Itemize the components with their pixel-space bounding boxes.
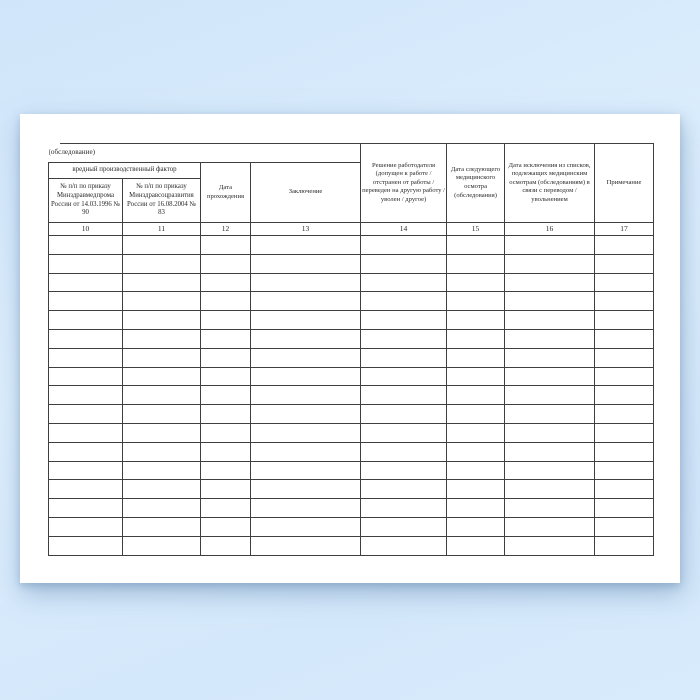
- table-cell: [123, 329, 201, 348]
- table-cell: [123, 236, 201, 255]
- table-row: [49, 367, 654, 386]
- table-cell: [201, 329, 251, 348]
- table-cell: [505, 273, 595, 292]
- table-cell: [447, 405, 505, 424]
- table-cell: [123, 442, 201, 461]
- table-cell: [447, 517, 505, 536]
- table-cell: [201, 311, 251, 330]
- table-cell: [49, 386, 123, 405]
- table-cell: [595, 348, 654, 367]
- table-cell: [361, 461, 447, 480]
- header-col-10: № п/п по приказу Минздравмедпрома России от 14.03.1996 № 90: [49, 179, 123, 223]
- journal-sheet: [20, 114, 680, 583]
- table-cell: [505, 536, 595, 555]
- table-cell: [49, 461, 123, 480]
- empty-rows: [49, 236, 654, 556]
- table-cell: [251, 367, 361, 386]
- table-cell: [447, 367, 505, 386]
- table-cell: [595, 236, 654, 255]
- header-col-12: Дата прохождения: [201, 163, 251, 223]
- medical-exam-journal-table: [48, 143, 654, 556]
- table-cell: [201, 273, 251, 292]
- table-cell: [123, 311, 201, 330]
- table-cell: [447, 386, 505, 405]
- table-cell: [361, 536, 447, 555]
- column-number-10: 10: [49, 223, 123, 236]
- table-cell: [49, 423, 123, 442]
- table-cell: [447, 236, 505, 255]
- table-cell: [361, 348, 447, 367]
- header-col-15: Дата следующего медицинского осмотра (обследования): [447, 144, 505, 223]
- column-number-11: 11: [123, 223, 201, 236]
- table-row: [49, 517, 654, 536]
- table-cell: [251, 461, 361, 480]
- table-cell: [361, 292, 447, 311]
- table-cell: [505, 254, 595, 273]
- table-cell: [595, 386, 654, 405]
- table-cell: [361, 367, 447, 386]
- table-cell: [361, 273, 447, 292]
- column-number-row: [49, 223, 654, 236]
- table-cell: [123, 517, 201, 536]
- table-cell: [595, 517, 654, 536]
- table-cell: [251, 329, 361, 348]
- table-row: [49, 292, 654, 311]
- table-cell: [447, 461, 505, 480]
- table-cell: [361, 423, 447, 442]
- table-cell: [123, 499, 201, 518]
- table-cell: [595, 536, 654, 555]
- table-cell: [505, 236, 595, 255]
- table-cell: [49, 311, 123, 330]
- table-cell: [201, 517, 251, 536]
- table-cell: [201, 386, 251, 405]
- header-col-16: Дата исключения из списков, подлежащих медицинским осмотрам (обследованиям) в связи с переводом / увольнением: [505, 144, 595, 223]
- table-cell: [49, 536, 123, 555]
- continuation-label: (обследование): [48, 148, 96, 157]
- table-cell: [251, 254, 361, 273]
- table-cell: [123, 480, 201, 499]
- table-row: [49, 273, 654, 292]
- table-cell: [201, 254, 251, 273]
- table-cell: [251, 423, 361, 442]
- table-cell: [251, 311, 361, 330]
- table-cell: [123, 386, 201, 405]
- table-cell: [251, 236, 361, 255]
- table-cell: [595, 461, 654, 480]
- table-cell: [595, 273, 654, 292]
- table-cell: [447, 536, 505, 555]
- table-row: [49, 480, 654, 499]
- table-cell: [201, 236, 251, 255]
- table-cell: [361, 311, 447, 330]
- continuation-row: [49, 144, 654, 163]
- table-cell: [49, 273, 123, 292]
- table-cell: [123, 292, 201, 311]
- table-cell: [123, 461, 201, 480]
- table-cell: [505, 442, 595, 461]
- table-cell: [447, 273, 505, 292]
- table-cell: [505, 480, 595, 499]
- table-cell: [201, 423, 251, 442]
- table-cell: [505, 367, 595, 386]
- table-row: [49, 536, 654, 555]
- table-cell: [251, 499, 361, 518]
- table-cell: [251, 442, 361, 461]
- table-cell: [595, 292, 654, 311]
- table-cell: [49, 329, 123, 348]
- table-cell: [201, 480, 251, 499]
- table-row: [49, 499, 654, 518]
- table-cell: [447, 423, 505, 442]
- column-number-17: 17: [595, 223, 654, 236]
- table-cell: [201, 348, 251, 367]
- table-cell: [447, 480, 505, 499]
- table-cell: [251, 273, 361, 292]
- table-cell: [595, 442, 654, 461]
- table-cell: [361, 442, 447, 461]
- table-cell: [505, 423, 595, 442]
- header-col-14: Решение работодателя (допущен к работе / отстранен от работы / переведен на другую работу / уволен / другое): [361, 144, 447, 223]
- table-cell: [251, 386, 361, 405]
- table-cell: [505, 348, 595, 367]
- table-cell: [505, 311, 595, 330]
- table-cell: [595, 423, 654, 442]
- table-cell: [361, 386, 447, 405]
- table-cell: [595, 367, 654, 386]
- table-row: [49, 311, 654, 330]
- header-col-11: № п/п по приказу Минздравсоцразвития России от 16.08.2004 № 83: [123, 179, 201, 223]
- table-cell: [361, 517, 447, 536]
- table-cell: [447, 311, 505, 330]
- table-cell: [123, 423, 201, 442]
- table-cell: [251, 480, 361, 499]
- table-cell: [123, 367, 201, 386]
- table-cell: [505, 292, 595, 311]
- table-cell: [251, 348, 361, 367]
- table-cell: [595, 254, 654, 273]
- table-cell: [251, 517, 361, 536]
- table-cell: [123, 273, 201, 292]
- table-cell: [123, 254, 201, 273]
- table-cell: [49, 367, 123, 386]
- table-row: [49, 329, 654, 348]
- table-cell: [201, 499, 251, 518]
- table-cell: [361, 405, 447, 424]
- table-cell: [251, 536, 361, 555]
- table-cell: [123, 536, 201, 555]
- table-row: [49, 405, 654, 424]
- table-cell: [595, 480, 654, 499]
- table-cell: [447, 254, 505, 273]
- table-cell: [447, 329, 505, 348]
- table-cell: [201, 536, 251, 555]
- table-cell: [201, 292, 251, 311]
- table-cell: [201, 461, 251, 480]
- table-cell: [505, 461, 595, 480]
- group-header-harmful-factor: вредный производственный фактор: [49, 163, 201, 179]
- table-cell: [123, 348, 201, 367]
- table-row: [49, 254, 654, 273]
- table-cell: [361, 329, 447, 348]
- table-cell: [595, 405, 654, 424]
- table-row: [49, 386, 654, 405]
- table-cell: [49, 348, 123, 367]
- table-cell: [251, 405, 361, 424]
- table-cell: [595, 329, 654, 348]
- table-cell: [49, 517, 123, 536]
- table-row: [49, 423, 654, 442]
- table-cell: [49, 480, 123, 499]
- table-cell: [595, 499, 654, 518]
- table-row: [49, 236, 654, 255]
- table-cell: [123, 405, 201, 424]
- header-col-13: Заключение: [251, 163, 361, 223]
- table-cell: [505, 329, 595, 348]
- table-cell: [447, 499, 505, 518]
- table-cell: [49, 236, 123, 255]
- table-cell: [49, 442, 123, 461]
- table-cell: [361, 499, 447, 518]
- table-cell: [49, 254, 123, 273]
- table-cell: [505, 386, 595, 405]
- table-row: [49, 461, 654, 480]
- table-cell: [361, 254, 447, 273]
- column-number-13: 13: [251, 223, 361, 236]
- column-number-16: 16: [505, 223, 595, 236]
- header-col-17: Примечание: [595, 144, 654, 223]
- table-row: [49, 348, 654, 367]
- table-cell: [595, 311, 654, 330]
- table-cell: [447, 292, 505, 311]
- table-cell: [201, 442, 251, 461]
- table-cell: [447, 442, 505, 461]
- table-cell: [49, 405, 123, 424]
- table-cell: [505, 517, 595, 536]
- column-number-14: 14: [361, 223, 447, 236]
- table-cell: [49, 499, 123, 518]
- table-cell: [361, 236, 447, 255]
- table-row: [49, 442, 654, 461]
- column-number-12: 12: [201, 223, 251, 236]
- table-cell: [447, 348, 505, 367]
- table-cell: [201, 405, 251, 424]
- table-cell: [201, 367, 251, 386]
- table-cell: [505, 405, 595, 424]
- table-cell: [251, 292, 361, 311]
- table-cell: [361, 480, 447, 499]
- table-cell: [49, 292, 123, 311]
- column-number-15: 15: [447, 223, 505, 236]
- table-cell: [505, 499, 595, 518]
